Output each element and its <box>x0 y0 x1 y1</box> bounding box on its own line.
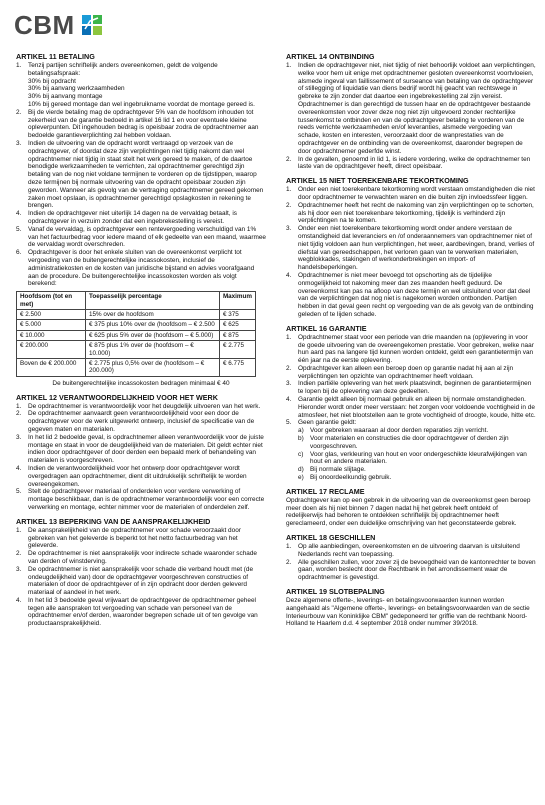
list-item <box>286 225 536 272</box>
list-item <box>16 62 266 109</box>
table-cell: Boven de € 200.000 <box>17 358 86 376</box>
list-item <box>16 249 266 288</box>
item-text: De opdrachtnemer is niet aansprakelijk voor schade die verband houdt met (de ondeugdelijkheid van) door de opdrachtgever voorgeschreven constructies of materialen of door de opdrachtgever of in zijn opdracht door derden geleverd materiaal of aandeel in het werk. <box>28 565 254 597</box>
list-item <box>16 597 266 628</box>
article-heading: ARTIKEL 12 VERANTWOORDELIJKHEID VOOR HET WERK <box>16 392 218 402</box>
list-item <box>16 210 266 226</box>
list-item <box>16 140 266 210</box>
item-number: 5. <box>286 419 292 427</box>
item-text: Opdrachtnemer heeft het recht de nakoming van zijn verplichtingen op te schorten, als hij door een niet toerekenbare tekortkoming, tijdelijk is verhinderd zijn verplichtingen na te komen. <box>298 201 534 225</box>
list-item <box>286 380 536 396</box>
table-row <box>17 341 256 359</box>
table-row <box>17 320 256 330</box>
article-heading: ARTIKEL 19 SLOTBEPALING <box>286 587 385 597</box>
article-list <box>286 334 536 482</box>
item-number: 1. <box>286 186 292 194</box>
sub-item-text: Voor materialen en constructies die door opdrachtgever of derden zijn voorgeschreven. <box>310 435 509 450</box>
item-number: 1. <box>286 543 292 551</box>
sub-item-marker: e) <box>298 474 304 482</box>
item-text: Opdrachtgever kan alleen een beroep doen op garantie nadat hij aan al zijn verplichtingen ten opzichte van opdrachtnemer heeft voldaan. <box>298 364 514 380</box>
sub-item <box>298 435 536 451</box>
item-number: 2. <box>286 364 292 372</box>
item-number: 2. <box>16 410 22 418</box>
table-cell: € 375 plus 10% over de (hoofdsom – € 2.500 <box>86 320 220 330</box>
item-text: In het lid 3 bedoelde geval vrijwaart de opdrachtgever de opdrachtnemer geheel tegen alle aanspraken tot vergoeding van schade van personeel van de opdrachtnemer en/of derden, waaronder begrepen schade uit of ten gevolge van productaansprakelijkheid. <box>28 596 258 628</box>
article-heading: ARTIKEL 18 GESCHILLEN <box>286 533 376 543</box>
item-text: Opdrachtgever is door het enkele sluiten van de overeenkomst verplicht tot vergoeding van de buitengerechtelijke incassokosten, inclusief de administratiekosten en de kosten van juridische bijstand en advies voorafgaand aan de procedure. De buitengerechtelijke incassokosten worden als volgt berekend: <box>28 249 255 288</box>
item-number: 3. <box>286 225 292 233</box>
sub-item-text: Bij normale slijtage. <box>310 466 366 474</box>
article-heading: ARTIKEL 14 ONTBINDING <box>286 52 375 61</box>
table-cell: € 2.775 plus 0,5% over de (hoofdsom – € 200.000) <box>86 358 220 376</box>
item-number: 4. <box>16 596 22 604</box>
list-item <box>16 566 266 597</box>
item-text: In de gevallen, genoemd in lid 1, is iedere vordering, welke de opdrachtnemer ten laste van de opdrachtgever heeft, direct opeisbaar. <box>298 155 531 171</box>
table-header-cell: Maximum <box>219 292 255 310</box>
list-item <box>286 272 536 319</box>
list-item <box>286 186 536 202</box>
table-cell: € 2.775 <box>219 341 255 359</box>
item-text: De opdrachtnemer is niet aansprakelijk voor indirecte schade waaronder schade van derden of winstderving. <box>28 550 258 565</box>
article-list <box>286 543 536 582</box>
table-cell: € 10.000 <box>17 330 86 340</box>
item-number: 2. <box>16 550 22 558</box>
collection-costs-table <box>16 291 256 377</box>
list-item <box>16 109 266 140</box>
table-cell: € 5.000 <box>17 320 86 330</box>
item-text: Geen garantie geldt: <box>298 419 357 427</box>
article-heading: ARTIKEL 11 BETALING <box>16 52 95 61</box>
left-column <box>16 52 266 633</box>
cbm-logo <box>14 10 103 40</box>
item-text: Indien de verantwoordelijkheid voor het ontwerp door opdrachtgever wordt overgedragen aan opdrachtnemer, dient dit uitdrukkelijk schriftelijk te worden overeengekomen. <box>28 464 247 488</box>
table-row <box>17 309 256 319</box>
item-text: Op alle aanbiedingen, overeenkomsten en de uitvoering daarvan is uitsluitend Nederlands recht van toepassing. <box>298 543 520 558</box>
sub-list <box>298 427 536 482</box>
sub-item-text: Voor glas, verkleuring van hout en voor ondergeschikte kleurafwijkingen van hout en andere materialen. <box>310 450 527 466</box>
table-header-row <box>17 292 256 310</box>
list-item <box>286 419 536 481</box>
list-item <box>286 365 536 381</box>
table-cell: € 6.775 <box>219 358 255 376</box>
item-number: 2. <box>16 108 22 116</box>
item-text: De aansprakelijkheid van de opdrachtnemer voor schade veroorzaakt door gebreken van het geleverde is beperkt tot het netto factuurbedrag van het geleverde. <box>28 526 241 550</box>
list-item <box>16 226 266 249</box>
article-section <box>286 324 536 482</box>
table-cell: € 875 plus 1% over de (hoofdsom – € 10.000) <box>86 341 220 359</box>
article-list <box>16 62 266 288</box>
minimum-note: De buitengerechtelijke incassokosten bedragen minimaal € 40 <box>52 379 230 387</box>
item-number: 4. <box>16 210 22 218</box>
item-text: Indien de opdrachtgever niet, niet tijdig of niet behoorlijk voldoet aan verplichtingen, welke voor hem uit enige met opdrachtnemer gesloten overeenkomst voortvloeien, alsmede ingeval van faillissement of surseance van betaling van de opdrachtgever of stillegging of liquidatie van diens bedrijf wordt hij geacht van rechtswege in gebreke te zijn zonder dat daartoe een ingebrekestelling zal zijn vereist. Opdrachtnemer is dan gerechtigd de tussen haar en de opdrachtgever bestaande overeenkomsten voor zover deze nog niet zijn uitgevoerd zonder rechterlijke tussenkomst te ontbinden en van de opdrachtgever betaling te vorderen van de reeds verrichte werkzaamheden en/of leveranties, alsmede vergoeding van schade, kosten en interesten, veroorzaakt door de wanprestaties van de opdrachtgever en de ontbinding van de overeenkomst, daaronder begrepen de door opdrachtnemer gederfde winst. <box>298 62 536 155</box>
article-section <box>16 52 266 388</box>
item-text: Tenzij partijen schriftelijk anders overeenkomen, geldt de volgende betalingsafspraak: <box>28 62 218 77</box>
article-section <box>286 587 536 628</box>
item-text: De opdrachtnemer is verantwoordelijk voor het deugdelijk uitvoeren van het werk. <box>28 402 261 410</box>
item-text: Bij de vierde betaling mag de opdrachtgever 5% van de hoofdsom inhouden tot zekerheid van de garantie bedoeld in artikel 16 lid 1 en voor eventuele kleine opleverpunten. Dit ingehouden bedrag is opeisbaar zodra de opdrachtnemer aan bedoelde garantieverplichting zal hebben voldaan. <box>28 108 259 140</box>
list-item <box>16 488 266 511</box>
list-item <box>16 410 266 433</box>
payment-term: 10% bij gereed montage dan wel ingebruikname voordat de montage gereed is. <box>28 100 255 108</box>
article-heading: ARTIKEL 16 GARANTIE <box>286 323 367 333</box>
list-item <box>16 527 266 550</box>
item-text: De opdrachtnemer aanvaardt geen verantwoordelijkheid voor een door de opdrachtgever voor de werk uitgewerkt ontwerp, inclusief de specificatie van de gegeven maten en materialen. <box>28 410 255 433</box>
article-list <box>16 527 266 628</box>
item-text: Opdrachtnemer is niet meer bevoegd tot opschorting als de tijdelijke onmogelijkheid tot nakoming meer dan zes maanden heeft geduurd. De overeenkomst kan pas na afloop van deze termijn en wel uitsluitend voor dat deel van de verplichtingen dat nog niet is nagekomen worden ontbonden. Partijen hebben in dat geval geen recht op vergoeding van de als gevolg van de ontbinding geleden of te lijden schade. <box>298 271 534 318</box>
article-heading: ARTIKEL 13 BEPERKING VAN DE AANSPRAKELIJKHEID <box>16 516 211 526</box>
article-heading: ARTIKEL 17 RECLAME <box>286 486 365 496</box>
item-text: Onder een niet toerekenbare tekortkoming wordt verstaan omstandigheden die niet door opdrachtnemer te verwachten waren en die buiten zijn invloedssfeer liggen. <box>298 186 535 201</box>
sub-item <box>298 451 536 467</box>
table-header-cell: Toepasselijk percentage <box>86 292 220 310</box>
right-column <box>286 52 536 633</box>
table-cell: € 2.500 <box>17 309 86 319</box>
item-text: Vanaf de vervaldag, is opdrachtgever een rentevergoeding verschuldigd van 1% van het factuurbedrag voor iedere maand of elk gedeelte van een maand, waarmee de vervaldag wordt overschreden. <box>28 225 266 249</box>
sub-item <box>298 466 536 474</box>
list-item <box>286 62 536 156</box>
item-number: 3. <box>16 433 22 441</box>
item-number: 4. <box>286 396 292 404</box>
table-cell: € 375 <box>219 309 255 319</box>
item-text: Stelt de opdrachtgever materiaal of onderdelen voor verdere verwerking of montage beschikbaar, dan is de opdrachtnemer verantwoordelijk voor een correcte verwerking en montage, echter nimmer voor de materialen of onderdelen zelf. <box>28 488 265 511</box>
cbm-logo-icon <box>81 14 103 36</box>
sub-item-marker: b) <box>298 435 304 443</box>
sub-item-marker: c) <box>298 450 304 458</box>
article-section <box>16 517 266 628</box>
item-number: 5. <box>16 488 22 496</box>
item-text: Onder een niet toerekenbare tekortkoming wordt onder andere verstaan de omstandigheid dat leveranciers en /of onderaannemers van opdrachtnemer niet of niet tijdig voldoen aan hun verplichtingen, het weer, aardbevingen, brand, verlies of diefstal van gereedschappen, het verloren gaan van te verwerken materialen, wegblokkades, stakingen of werkonderbrekingen en import- of handelsbeperkingen. <box>298 225 535 272</box>
item-text: Indien partiële oplevering van het werk plaatsvindt, beginnen de garantietermijnen te lopen bij de oplevering van deze gedeelten. <box>298 380 532 396</box>
list-item <box>16 465 266 488</box>
list-item <box>16 403 266 411</box>
article-list <box>286 62 536 171</box>
item-number: 2. <box>286 558 292 566</box>
item-number: 1. <box>286 62 292 69</box>
sub-item-text: Bij onoordeelkundig gebruik. <box>310 474 392 482</box>
item-number: 1. <box>16 526 22 534</box>
article-list <box>16 403 266 512</box>
sub-item-marker: a) <box>298 427 304 435</box>
list-item <box>286 396 536 419</box>
sub-item-marker: d) <box>298 466 304 474</box>
list-item <box>16 434 266 465</box>
article-section <box>286 52 536 171</box>
article-heading: ARTIKEL 15 NIET TOEREKENBARE TEKORTKOMING <box>286 176 469 186</box>
table-cell: € 200.000 <box>17 341 86 359</box>
item-number: 2. <box>286 155 292 163</box>
article-section <box>286 487 536 528</box>
table-row <box>17 330 256 340</box>
item-number: 1. <box>286 333 292 341</box>
article-list <box>286 186 536 319</box>
item-number: 3. <box>16 139 22 147</box>
table-row <box>17 358 256 376</box>
sub-item <box>298 474 536 482</box>
item-number: 4. <box>286 271 292 279</box>
payment-term: 30% bij aanvang montage <box>28 93 103 101</box>
list-item <box>286 559 536 582</box>
item-number: 2. <box>286 201 292 209</box>
item-text: Alle geschillen zullen, voor zover zij de bevoegdheid van de kantonrechter te boven gaan, worden beslecht door de Rechtbank in het arrondissement waar de opdrachtnemer is gevestigd. <box>298 558 536 582</box>
item-text: In het lid 2 bedoelde geval, is opdrachtnemer alleen verantwoordelijk voor de juiste montage en staat in voor de deugdelijkheid van de materialen. Dit geldt echter niet indien door opdrachtgever of door derden een bepaald merk of behandeling van materialen is voorgeschreven. <box>28 433 264 465</box>
item-text: Indien de opdrachtgever niet uiterlijk 14 dagen na de vervaldag betaalt, is opdrachtgever in verzuim zonder dat een ingebrekestelling is vereist. <box>28 210 238 225</box>
list-item <box>16 550 266 566</box>
list-item <box>286 334 536 365</box>
item-number: 3. <box>286 380 292 388</box>
item-number: 3. <box>16 565 22 573</box>
list-item <box>286 202 536 225</box>
item-text: Indien de uitvoering van de opdracht wordt vertraagd op verzoek van de opdrachtgever, of doordat deze zijn verplichtingen niet tijdig nakomt dan wel opdrachtnemer niet tijdig in staat stelt het werk gereed te maken, of de daartoe benodigde werkzaamheden te verrichten, zal opdrachtnemer gerechtigd zijn betaling van de nog niet voldane termijnen te vorderen op de tijdstippen, waarop deze termijnen bij normale uitvoering van de opdracht opeisbaar zouden zijn geworden. Wanneer als gevolg van de vertraging opdrachtnemer gereed gekomen zaken moet opslaan, is opdrachtnemer gerechtigd opslagkosten in rekening te brengen. <box>28 139 264 210</box>
table-cell: € 625 <box>219 320 255 330</box>
list-item <box>286 156 536 172</box>
item-number: 1. <box>16 62 22 69</box>
table-cell: € 875 <box>219 330 255 340</box>
article-section <box>286 176 536 319</box>
item-text: Garantie geldt alleen bij normaal gebruik en alleen bij normale omstandigheden. Hieronder wordt onder meer verstaan: het zorgen voor voldoende vochtigheid in de atmosfeer, het niet blootstellen aan te grote vochtigheid of droogte, koude, hitte etc. <box>298 396 536 419</box>
list-item <box>286 543 536 559</box>
article-section <box>16 393 266 512</box>
item-number: 5. <box>16 225 22 233</box>
logo-wordmark: CBM <box>14 10 75 40</box>
table-cell: € 625 plus 5% over de (hoofdsom – € 5.000) <box>86 330 220 340</box>
item-number: 4. <box>16 464 22 472</box>
sub-item-text: Voor gebreken waaraan al door derden reparaties zijn verricht. <box>310 427 489 435</box>
payment-term: 30% bij aanvang werkzaamheden <box>28 85 125 93</box>
item-number: 6. <box>16 249 22 257</box>
article-paragraph: Opdrachtgever kan op een gebrek in de uitvoering van de overeenkomst geen beroep meer doen als hij niet binnen 7 dagen nadat hij het gebrek heeft ontdekt of redelijkerwijs had behoren te ontdekken schriftelijk bij opdrachtnemer heeft gereclameerd, onder een duidelijke omschrijving van het geconstateerde gebrek. <box>286 496 531 528</box>
item-number: 1. <box>16 402 22 410</box>
sub-item <box>298 427 536 435</box>
article-paragraph: Deze algemene offerte-, leverings- en betalingsvoorwaarden kunnen worden aangehaald als "Algemene offerte-, leverings- en betalingsvoorwaarden van de sectie Interieurbouw van Koninklijke CBM" gedeponeerd ter griffie van de rechtbank Noord-Holland te Haarlem d.d. 4 september 2018 onder nummer 39/2018. <box>286 597 530 628</box>
item-text: Opdrachtnemer staat voor een periode van drie maanden na (op)levering in voor de goede uitvoering van de overeengekomen prestatie. Voor gebreken, welke naar hun aard pas na langere tijd kunnen worden ontdekt, geldt een garantietermijn van één jaar na de eerste oplevering. <box>298 333 534 365</box>
payment-term: 30% bij opdracht <box>28 77 76 85</box>
article-section <box>286 533 536 582</box>
table-cell: 15% over de hoofdsom <box>86 309 220 319</box>
table-header-cell: Hoofdsom (tot en met) <box>17 292 86 310</box>
